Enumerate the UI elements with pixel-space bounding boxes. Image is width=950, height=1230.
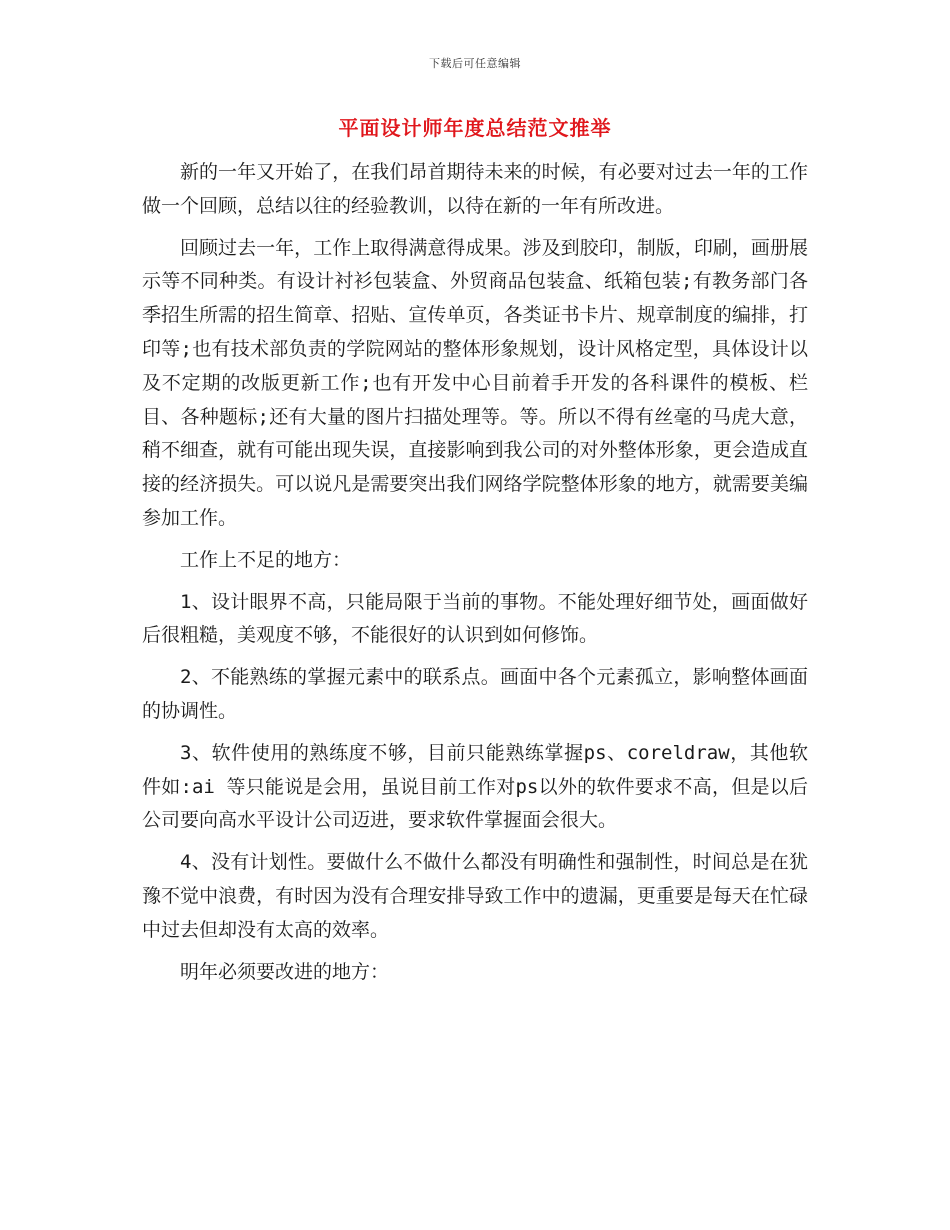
paragraph-item-2: 2、不能熟练的掌握元素中的联系点。画面中各个元素孤立，影响整体画面的协调性。 xyxy=(142,666,808,722)
paragraph-improvements-heading: 明年必须要改进的地方： xyxy=(180,960,390,983)
header-note: 下载后可任意编辑 xyxy=(429,57,521,70)
paragraph-item-1: 1、设计眼界不高，只能局限于当前的事物。不能处理好细节处，画面做好后很粗糙，美观度不够，不能很好的认识到如何修饰。 xyxy=(142,590,808,647)
document-title: 平面设计师年度总结范文推举 xyxy=(338,116,612,140)
paragraph-item-4: 4、没有计划性。要做什么不做什么都没有明确性和强制性，时间总是在犹豫不觉中浪费，有时因为没有合理安排导致工作中的遗漏，更重要是每天在忙碌中过去但却没有太高的效率。 xyxy=(142,851,808,941)
paragraph-review: 回顾过去一年，工作上取得满意得成果。涉及到胶印，制版，印刷，画册展示等不同种类。有设计衬衫包装盒、外贸商品包装盒、纸箱包装;有教务部门各季招生所需的招生简章、招贴、宣传单页，各类证书卡片、规章制度的编排，打印等;也有技术部负责的学院网站的整体形象规划，设计风格定型，具体设计以及不定期的改版更新工作;也有开发中心目前着手开发的各科课件的模板、栏目、各种题标;还有大量的图片扫描处理等。等。所以不得有丝毫的马虎大意，稍不细查，就有可能出现失误，直接影响到我公司的对外整体形象，更会造成直接的经济损失。可以说凡是需要突出我们网络学院整体形象的地方，就需要美编参加工作。 xyxy=(142,236,808,529)
document-body xyxy=(142,156,808,997)
paragraph-intro: 新的一年又开始了，在我们昂首期待未来的时候，有必要对过去一年的工作做一个回顾，总结以往的经验教训，以待在新的一年有所改进。 xyxy=(142,161,808,217)
paragraph-shortcomings-heading: 工作上不足的地方： xyxy=(180,548,352,571)
paragraph-item-3: 3、软件使用的熟练度不够，目前只能熟练掌握ps、coreldraw，其他软件如:ai 等只能说是会用，虽说目前工作对ps以外的软件要求不高，但是以后公司要向高水平设计公司迈进，要求软件掌握面会很大。 xyxy=(142,741,808,832)
